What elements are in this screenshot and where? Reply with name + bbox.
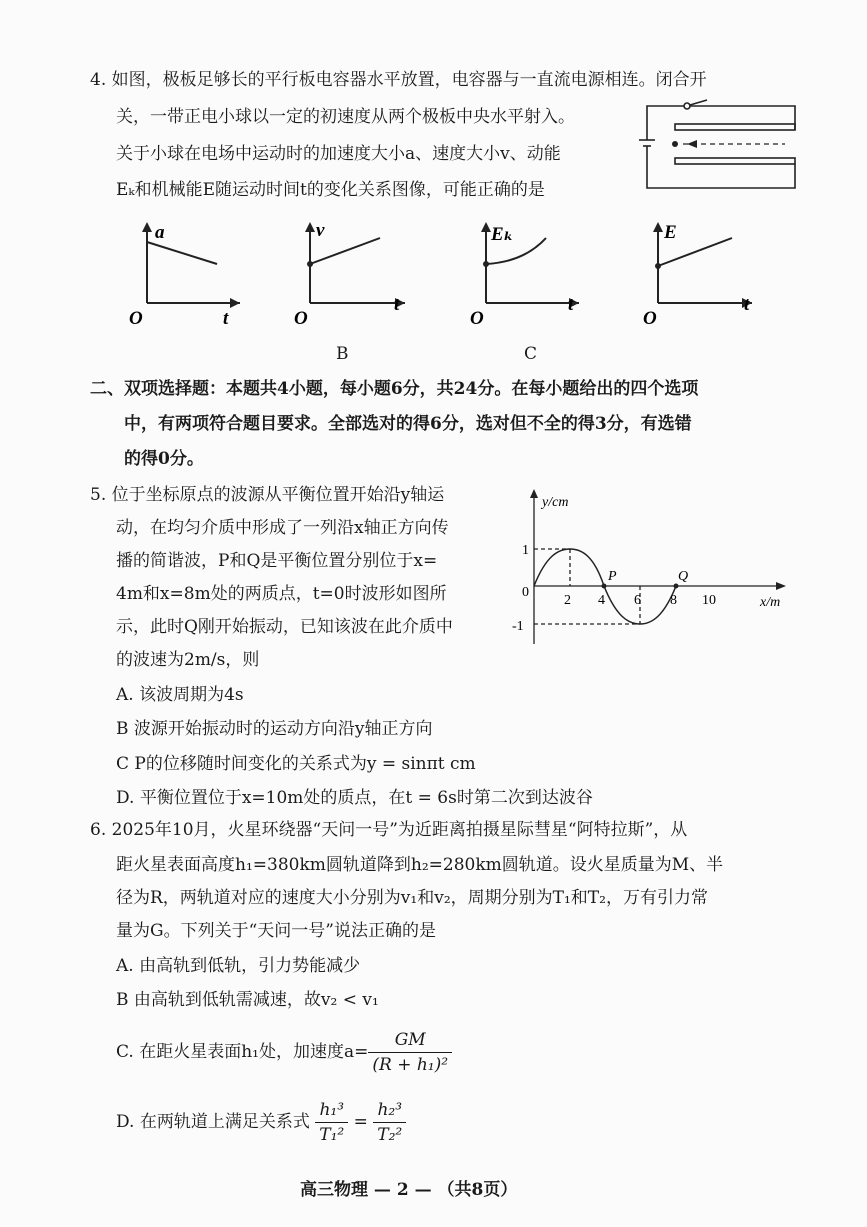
- q4-graph-a: [125, 218, 255, 328]
- wave-ylabel: y/cm: [542, 495, 569, 510]
- q6-option-d-text: D. 在两轨道上满足关系式: [116, 1112, 310, 1132]
- q6-option-c-fraction: [368, 1028, 452, 1077]
- q5-option-a: A. 该波周期为4s: [116, 685, 244, 705]
- q5-line-2: 动，在均匀介质中形成了一列沿x轴正方向传: [116, 518, 449, 538]
- fraction-denominator: T₂²: [377, 1125, 403, 1145]
- wave-ytick-neg1: -1: [512, 619, 524, 634]
- graph-e-origin: O: [643, 308, 657, 328]
- q5-option-c: C P的位移随时间变化的关系式为y = sinπt cm: [116, 754, 476, 774]
- q4-line-2: 关，一带正电小球以一定的初速度从两个极板中央水平射入。: [116, 107, 575, 127]
- q6-line-4: 量为G。下列关于“天问一号”说法正确的是: [116, 921, 436, 941]
- graph-ek-xlabel: t: [568, 294, 574, 315]
- section2-line-3: 的得0分。: [124, 449, 204, 469]
- q6-option-b: B 由高轨到低轨需减速，故v₂ < v₁: [116, 990, 379, 1010]
- wave-xtick-6: 6: [634, 593, 641, 608]
- wave-xtick-2: 2: [564, 593, 571, 608]
- graph-e-ylabel: E: [664, 222, 677, 243]
- q4-graph-ek: [464, 218, 594, 328]
- wave-xtick-8: 8: [670, 593, 677, 608]
- q5-line-5: 示，此时Q刚开始振动，已知该波在此介质中: [116, 617, 453, 637]
- q5-wave-graph: [510, 484, 800, 649]
- equals-sign: =: [353, 1112, 368, 1132]
- q4-graph-v: [290, 218, 420, 328]
- page-footer: 高三物理 — 2 — （共8页）: [300, 1180, 518, 1200]
- wave-point-p: P: [608, 569, 617, 584]
- capacitor-circuit-diagram: [635, 98, 805, 198]
- q5-line-4: 4m和x=8m处的两质点，t=0时波形如图所: [116, 584, 447, 604]
- graph-ek-ylabel: Eₖ: [491, 224, 514, 245]
- q4-line-4: Eₖ和机械能E随运动时间t的变化关系图像，可能正确的是: [116, 180, 545, 200]
- graph-e-xlabel: t: [744, 294, 750, 315]
- q6-option-d-left-fraction: [315, 1098, 348, 1147]
- q4-line-1: 4. 如图，极板足够长的平行板电容器水平放置，电容器与一直流电源相连。闭合开: [90, 70, 707, 90]
- q5-option-b: B 波源开始振动时的运动方向沿y轴正方向: [116, 719, 433, 739]
- graph-v-xlabel: t: [394, 294, 400, 315]
- fraction-numerator: GM: [368, 1028, 452, 1053]
- section2-line-2: 中，有两项符合题目要求。全部选对的得6分，选对但不全的得3分，有选错: [124, 414, 692, 434]
- graph-v-origin: O: [294, 308, 308, 328]
- wave-xlabel: x/m: [760, 595, 781, 610]
- q6-option-d: [116, 1098, 406, 1147]
- q6-line-2: 距火星表面高度h₁=380km圆轨道降到h₂=280km圆轨道。设火星质量为M、半: [116, 855, 724, 875]
- wave-xtick-4: 4: [598, 593, 605, 608]
- wave-origin: 0: [522, 585, 529, 600]
- graph-a-origin: O: [129, 308, 143, 328]
- graph-option-c: C: [524, 344, 538, 364]
- q4-line-3: 关于小球在电场中运动时的加速度大小a、速度大小v、动能: [116, 144, 561, 164]
- wave-point-q: Q: [678, 569, 689, 584]
- q6-option-c: [116, 1028, 452, 1077]
- section2-line-1: 二、双项选择题：本题共4小题，每小题6分，共24分。在每小题给出的四个选项: [90, 379, 699, 399]
- q6-line-1: 6. 2025年10月，火星环绕器“天问一号”为近距离拍摄星际彗星“阿特拉斯”，从: [90, 820, 688, 840]
- q4-graph-e: [640, 218, 770, 328]
- q5-option-d: D. 平衡位置位于x=10m处的质点，在t = 6s时第二次到达波谷: [116, 788, 593, 808]
- fraction-numerator: h₁³: [315, 1098, 348, 1123]
- q6-line-3: 径为R，两轨道对应的速度大小分别为v₁和v₂，周期分别为T₁和T₂，万有引力常: [116, 888, 708, 908]
- graph-option-b: B: [336, 344, 349, 364]
- fraction-denominator: T₁²: [319, 1125, 345, 1145]
- q6-option-a: A. 由高轨到低轨，引力势能减少: [116, 956, 361, 976]
- graph-a-ylabel: a: [155, 222, 165, 243]
- graph-v-ylabel: v: [316, 220, 325, 241]
- fraction-numerator: h₂³: [373, 1098, 406, 1123]
- q5-line-3: 播的简谐波，P和Q是平衡位置分别位于x=: [116, 551, 438, 571]
- wave-ytick-1: 1: [522, 543, 529, 558]
- q6-option-d-right-fraction: [373, 1098, 406, 1147]
- graph-a-xlabel: t: [223, 308, 229, 328]
- q5-line-6: 的波速为2m/s，则: [116, 650, 260, 670]
- fraction-denominator: (R + h₁)²: [372, 1055, 449, 1075]
- wave-xtick-10: 10: [702, 593, 716, 608]
- q6-option-c-text: C. 在距火星表面h₁处，加速度a=: [116, 1042, 369, 1062]
- graph-ek-origin: O: [470, 308, 484, 328]
- q5-line-1: 5. 位于坐标原点的波源从平衡位置开始沿y轴运: [90, 485, 445, 505]
